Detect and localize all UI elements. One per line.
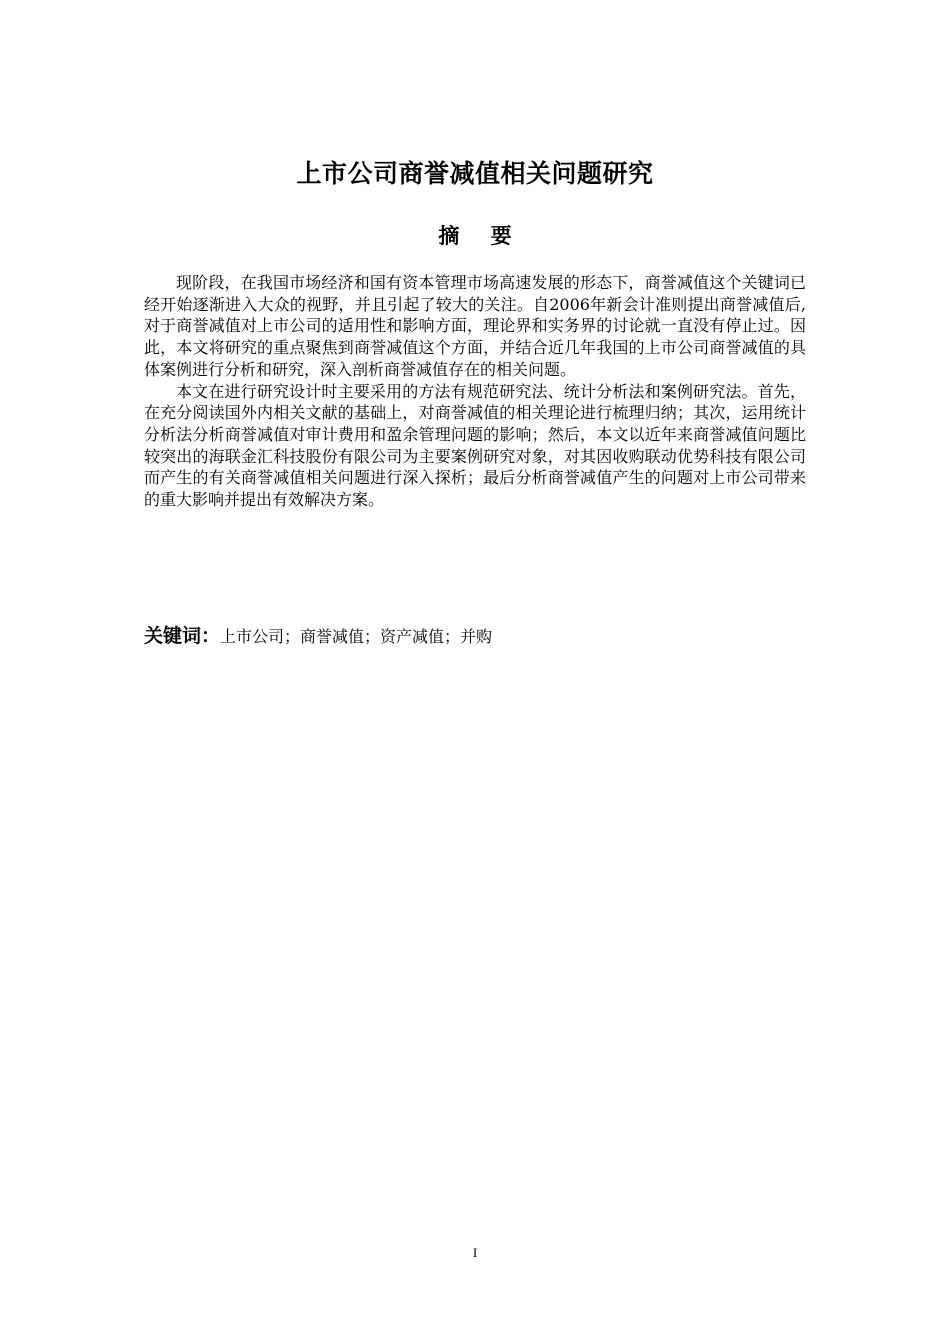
abstract-heading: 摘 要 [438, 224, 524, 248]
page-number: I [472, 1245, 478, 1260]
keywords-list: 上市公司；商誉减值；资产减值；并购 [220, 627, 493, 646]
document-title: 上市公司商誉减值相关问题研究 [296, 159, 654, 188]
abstract-body [144, 272, 806, 511]
keywords-label: 关键词： [144, 625, 221, 647]
keywords-line [144, 623, 806, 650]
abstract-paragraph-2: 本文在进行研究设计时主要采用的方法有规范研究法、统计分析法和案例研究法。首先，在充分阅读国外内相关文献的基础上，对商誉减值的相关理论进行梳理归纳；其次，运用统计分析法分析商誉减值对审计费用和盈余管理问题的影响；然后，本文以近年来商誉减值问题比较突出的海联金汇科技股份有限公司为主要案例研究对象，对其因收购联动优势科技有限公司而产生的有关商誉减值相关问题进行深入探析；最后分析商誉减值产生的问题对上市公司带来的重大影响并提出有效解决方案。 [144, 381, 806, 510]
abstract-paragraph-1: 现阶段，在我国市场经济和国有资本管理市场高速发展的形态下，商誉减值这个关键词已经开始逐渐进入大众的视野，并且引起了较大的关注。自2006年新会计准则提出商誉减值后,对于商誉减值对上市公司的适用性和影响方面，理论界和实务界的讨论就一直没有停止过。因此，本文将研究的重点聚焦到商誉减值这个方面，并结合近几年我国的上市公司商誉减值的具体案例进行分析和研究，深入剖析商誉减值存在的相关问题。 [144, 273, 806, 379]
